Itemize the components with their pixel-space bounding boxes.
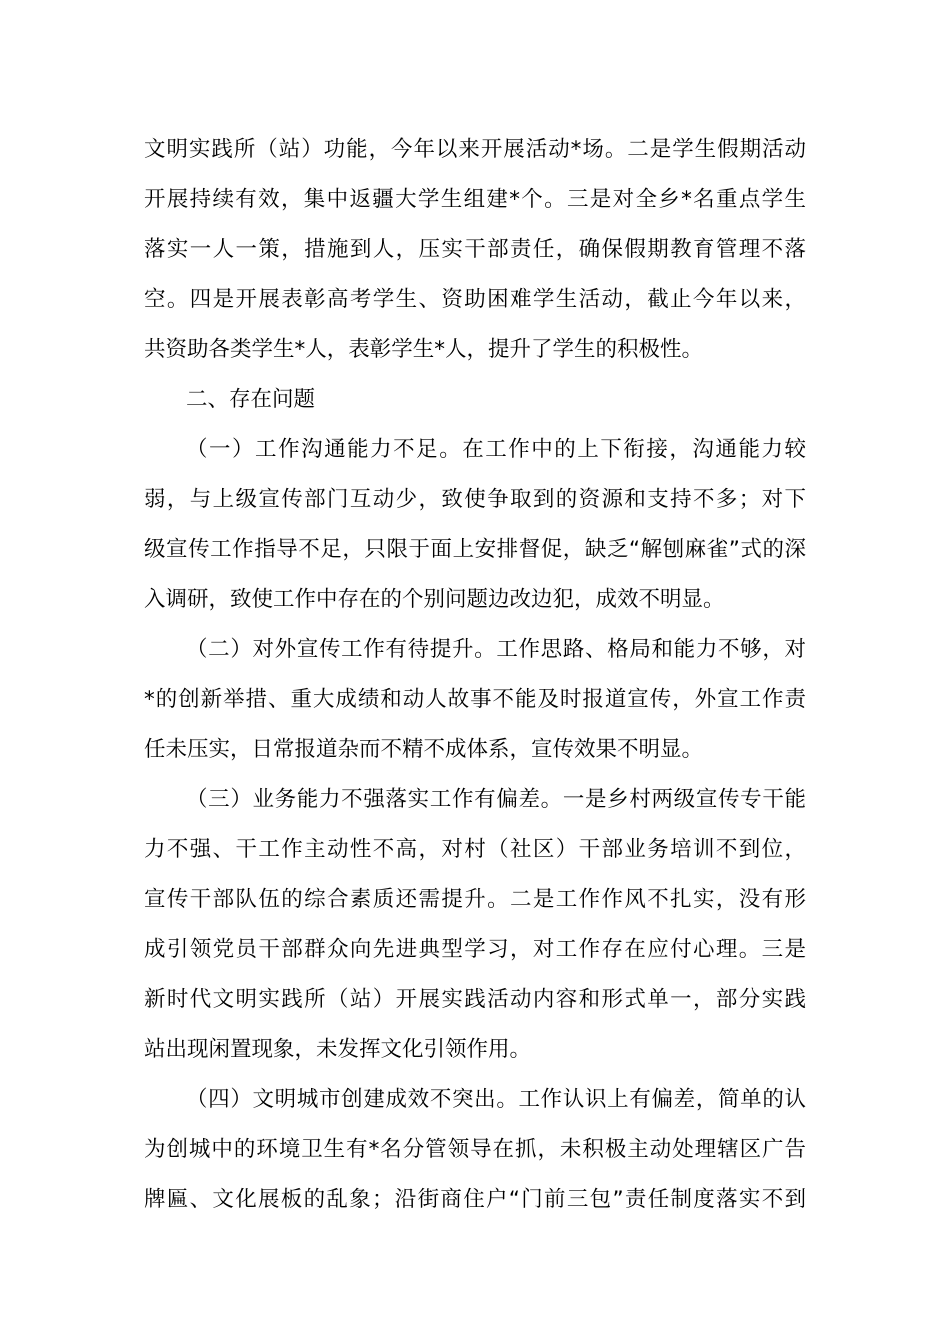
text-line: 开展持续有效，集中返疆大学生组建*个。三是对全乡*名重点学生 bbox=[144, 187, 806, 212]
text-line: （三）业务能力不强落实工作有偏差。一是乡村两级宣传专干能 bbox=[186, 787, 806, 812]
text-line: （二）对外宣传工作有待提升。工作思路、格局和能力不够，对 bbox=[186, 637, 806, 662]
text-line: 文明实践所（站）功能，今年以来开展活动*场。二是学生假期活动 bbox=[144, 137, 806, 162]
text-line: 牌匾、文化展板的乱象；沿街商住户“门前三包”责任制度落实不到 bbox=[144, 1187, 806, 1212]
text-line: 级宣传工作指导不足，只限于面上安排督促，缺乏“解刨麻雀”式的深 bbox=[144, 537, 806, 562]
text-line: 宣传干部队伍的综合素质还需提升。二是工作作风不扎实，没有形 bbox=[144, 887, 806, 912]
section-heading: 二、存在问题 bbox=[186, 387, 316, 412]
text-line: 成引领党员干部群众向先进典型学习，对工作存在应付心理。三是 bbox=[144, 937, 806, 962]
text-line: 入调研，致使工作中存在的个别问题边改边犯，成效不明显。 bbox=[144, 587, 725, 612]
text-line: 为创城中的环境卫生有*名分管领导在抓，未积极主动处理辖区广告 bbox=[144, 1137, 806, 1162]
text-line: 落实一人一策，措施到人，压实干部责任，确保假期教育管理不落 bbox=[144, 237, 806, 262]
text-line: 任未压实，日常报道杂而不精不成体系，宣传效果不明显。 bbox=[144, 737, 704, 762]
text-line: 新时代文明实践所（站）开展实践活动内容和形式单一，部分实践 bbox=[144, 987, 806, 1012]
text-line: *的创新举措、重大成绩和动人故事不能及时报道宣传，外宣工作责 bbox=[144, 687, 806, 712]
text-line: 共资助各类学生*人，表彰学生*人，提升了学生的积极性。 bbox=[144, 337, 704, 362]
text-line: 力不强、干工作主动性不高，对村（社区）干部业务培训不到位， bbox=[144, 837, 806, 862]
text-line: 弱，与上级宣传部门互动少，致使争取到的资源和支持不多；对下 bbox=[144, 487, 806, 512]
text-line: （四）文明城市创建成效不突出。工作认识上有偏差，简单的认 bbox=[186, 1087, 806, 1112]
text-line: 站出现闲置现象，未发挥文化引领作用。 bbox=[144, 1037, 532, 1062]
text-line: 空。四是开展表彰高考学生、资助困难学生活动，截止今年以来， bbox=[144, 287, 806, 312]
text-line: （一）工作沟通能力不足。在工作中的上下衔接，沟通能力较 bbox=[186, 437, 806, 462]
